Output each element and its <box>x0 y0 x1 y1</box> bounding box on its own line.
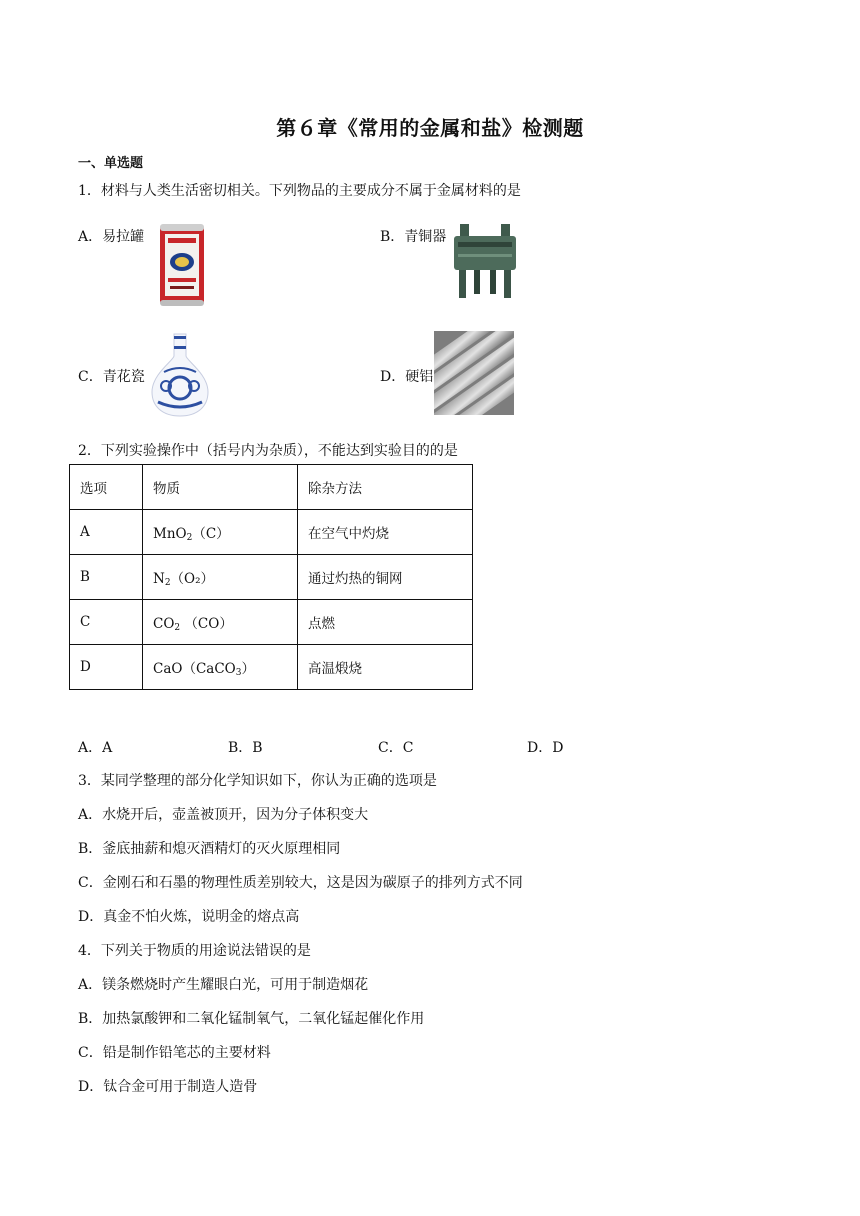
table-cell-method: 点燃 <box>298 600 473 645</box>
table-cell-option: A <box>70 510 143 555</box>
question-4-stem: 4．下列关于物质的用途说法错误的是 <box>78 943 311 959</box>
q2-answer-d: D．D <box>527 740 564 756</box>
table-header-cell: 物质 <box>143 465 298 510</box>
table-row <box>70 600 473 645</box>
table-cell-substance: $CO_2$ （CO） <box>143 600 298 645</box>
page-title: 第６章《常用的金属和盐》检测题 <box>276 116 584 140</box>
q2-answer-c: C．C <box>378 740 414 756</box>
table-header-cell: 除杂方法 <box>298 465 473 510</box>
q3-option-d: D．真金不怕火炼，说明金的熔点高 <box>78 909 300 925</box>
porcelain-vase-image <box>150 332 210 418</box>
q2-answer-b: B．B <box>228 740 263 756</box>
table-cell-substance: $N_2(O_2)$ <box>143 555 298 600</box>
question-2-stem: 2．下列实验操作中（括号内为杂质），不能达到实验目的的是 <box>78 443 458 459</box>
q4-option-b: B．加热氯酸钾和二氧化锰制氧气，二氧化锰起催化作用 <box>78 1011 425 1027</box>
table-cell-option: B <box>70 555 143 600</box>
soda-can-image <box>157 220 207 309</box>
q3-option-a: A．水烧开后，壶盖被顶开，因为分子体积变大 <box>78 807 369 823</box>
table-row <box>70 510 473 555</box>
section-heading: 一、单选题 <box>78 156 144 171</box>
q1-option-c-label: C．青花瓷 <box>78 369 145 385</box>
table-cell-method: 在空气中灼烧 <box>298 510 473 555</box>
bronze-vessel-image <box>446 220 524 304</box>
table-cell-method: 高温煅烧 <box>298 645 473 690</box>
table-cell-option: D <box>70 645 143 690</box>
q3-option-b: B．釜底抽薪和熄灭酒精灯的灭火原理相同 <box>78 841 341 857</box>
table-cell-substance: MnO$_2$（C） <box>143 510 298 555</box>
q4-option-c: C．铅是制作铅笔芯的主要材料 <box>78 1045 271 1061</box>
table-cell-substance: CaO（CaCO$_3$） <box>143 645 298 690</box>
table-row <box>70 555 473 600</box>
table-cell-method: 通过灼热的铜网 <box>298 555 473 600</box>
q1-option-b-label: B．青铜器 <box>380 229 447 245</box>
q1-option-a-label: A．易拉罐 <box>78 229 145 245</box>
q4-option-a: A．镁条燃烧时产生耀眼白光，可用于制造烟花 <box>78 977 369 993</box>
table-cell-option: C <box>70 600 143 645</box>
question-1-stem: 1．材料与人类生活密切相关。下列物品的主要成分不属于金属材料的是 <box>78 183 521 199</box>
q1-option-d-label: D．硬铝 <box>380 369 434 385</box>
table-header-row <box>70 465 473 510</box>
question-3-stem: 3．某同学整理的部分化学知识如下，你认为正确的选项是 <box>78 773 437 789</box>
table-header-cell: 选项 <box>70 465 143 510</box>
q3-option-c: C．金刚石和石墨的物理性质差别较大，这是因为碳原子的排列方式不同 <box>78 875 523 891</box>
q2-answer-a: A．A <box>78 740 113 756</box>
aluminum-rods-image <box>434 331 514 415</box>
table-row <box>70 645 473 690</box>
impurity-removal-table <box>69 464 473 690</box>
q4-option-d: D．钛合金可用于制造人造骨 <box>78 1079 258 1095</box>
